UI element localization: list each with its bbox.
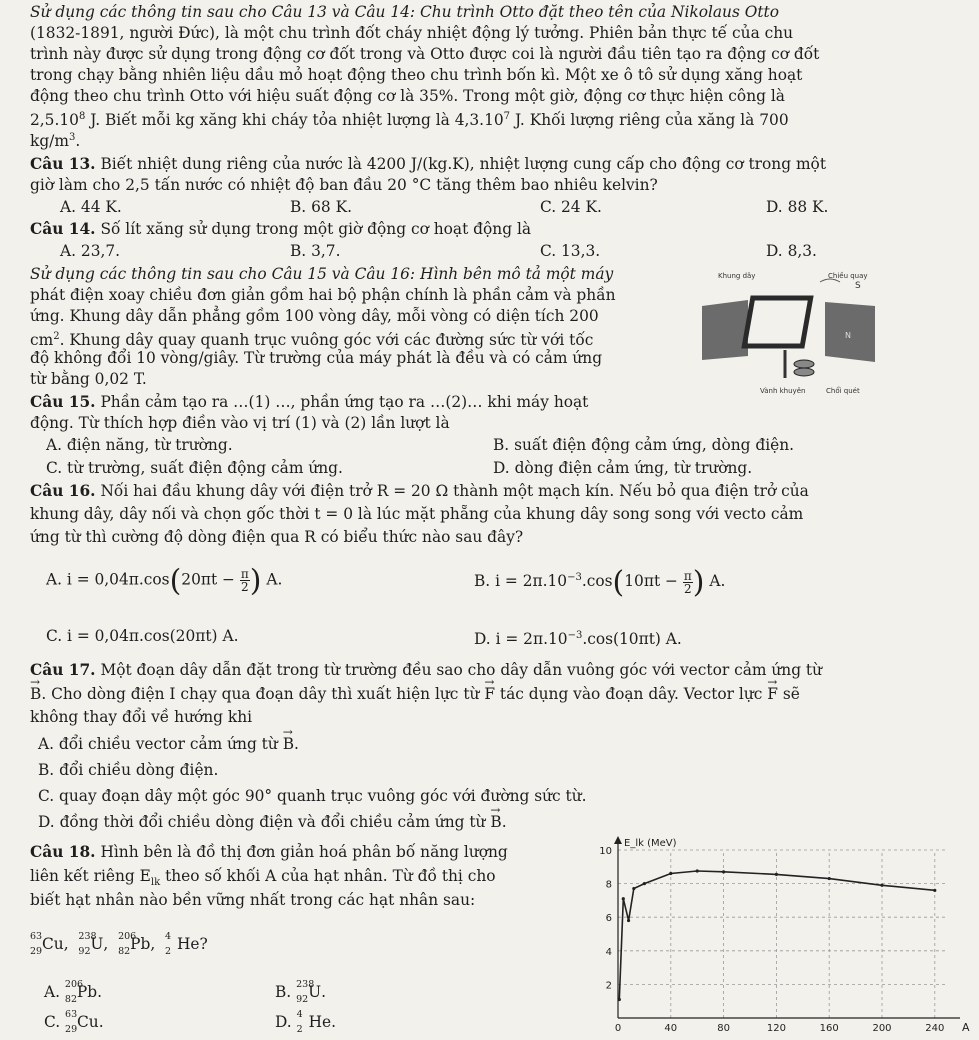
data-point <box>643 882 646 885</box>
question-18-line-3: biết hạt nhân nào bền vững nhất trong các hạt nhân sau: <box>30 891 476 909</box>
x-tick-label: 200 <box>872 1023 892 1034</box>
data-point <box>696 869 699 872</box>
q15-option-a[interactable]: A. điện năng, từ trường. <box>46 436 233 454</box>
intro2-line-1: Sử dụng các thông tin sau cho Câu 15 và Câu 16: Hình bên mô tả một máy <box>30 265 614 283</box>
x-tick-label: 160 <box>819 1023 839 1034</box>
question-18-line-2: liên kết riêng $E_{lk}$ theo số khối A của hạt nhân. Từ đồ thị cho <box>30 867 496 889</box>
question-14: Câu 14. Số lít xăng sử dụng trong một giờ động cơ hoạt động là <box>30 220 532 238</box>
data-point <box>880 884 883 887</box>
nucleus-pb: 206 82 Pb <box>118 931 151 957</box>
q18-option-a[interactable]: A. 206 82 Pb. <box>44 979 103 1005</box>
nuclei-list: 63 29 Cu, 238 92 U, 206 82 Pb, 4 2 He? <box>30 931 208 957</box>
intro-line-6: 2,5.10$^8$ J. Biết mỗi kg xăng khi cháy tỏa nhiệt lượng là 4,3.10$^7$ J. Khối lượng riêng của xăng là 700 <box>30 111 789 130</box>
slip-ring-top <box>794 360 814 368</box>
q16-option-a[interactable]: A. i = 0,04π.cos(20πt − $\frac{\pi}{2}$ ) A. <box>46 563 283 599</box>
intro-line-3: trình này được sử dụng trong động cơ đốt trong và Otto được coi là người đầu tiên tạo ra động cơ đốt <box>30 45 820 63</box>
x-tick-label: 80 <box>717 1023 730 1034</box>
question-15: Câu 15. Phần cảm tạo ra …(1) …, phần ứng tạo ra …(2)… khi máy hoạt <box>30 393 589 411</box>
y-tick-label: 10 <box>599 846 612 857</box>
binding-energy-curve <box>619 871 935 1000</box>
intro-line-2: (1832-1891, người Đức), là một chu trình đốt cháy nhiệt động lý tưởng. Phiên bản thực tế của chu <box>30 24 794 42</box>
frame-label: Khung dây <box>718 272 756 280</box>
question-13: Câu 13. Biết nhiệt dung riêng của nước là 4200 J/(kg.K), nhiệt lượng cung cấp cho động cơ trong một <box>30 155 827 173</box>
data-point <box>632 887 635 890</box>
x-tick-label: 240 <box>925 1023 945 1034</box>
generator-figure <box>700 268 890 398</box>
q14-option-d[interactable]: D. 8,3. <box>766 242 817 260</box>
q13-option-c[interactable]: C. 24 K. <box>540 198 602 216</box>
nucleus-cu: 63 29 Cu <box>30 931 64 957</box>
pole-s-label: S <box>855 281 861 291</box>
q18-option-d[interactable]: D. 4 2 He. <box>275 1009 337 1035</box>
binding-energy-chart <box>588 836 970 1034</box>
intro2-line-6: từ bằng 0,02 T. <box>30 370 147 388</box>
intro2-line-2: phát điện xoay chiều đơn giản gồm hai bộ phận chính là phần cảm và phần <box>30 286 616 304</box>
q16-option-b[interactable]: B. $i = 2\pi.10^{-3}.\cos(10\pi t$ − $\frac{\pi}{2}$ ) A. <box>474 565 726 601</box>
question-17-line-2: → B. Cho dòng điện I chạy qua đoạn dây thì xuất hiện lực từ → F tác dụng vào đoạn dây. Vector lực → F sẽ <box>30 684 800 704</box>
intro-line-4: trong chạy bằng nhiên liệu dầu mỏ hoạt động theo chu trình bốn kì. Một xe ô tô sử dụng xăng hoạt <box>30 66 803 84</box>
x-tick-label: 0 <box>614 1023 622 1034</box>
q14-option-b[interactable]: B. 3,7. <box>290 242 341 260</box>
q13-option-a[interactable]: A. 44 K. <box>60 198 122 216</box>
intro2-line-3: ứng. Khung dây dẫn phẳng gồm 100 vòng dây, mỗi vòng có diện tích 200 <box>30 307 599 325</box>
q15-option-d[interactable]: D. dòng điện cảm ứng, từ trường. <box>493 459 753 477</box>
question-18: Câu 18. Hình bên là đồ thị đơn giản hoá phân bố năng lượng <box>30 843 508 861</box>
question-15-line-2: động. Từ thích hợp điền vào vị trí (1) và (2) lần lượt là <box>30 414 450 432</box>
question-13-line-2: giờ làm cho 2,5 tấn nước có nhiệt độ ban đầu 20 °C tăng thêm bao nhiêu kelvin? <box>30 176 658 194</box>
y-axis-label: E_lk (MeV) <box>624 838 677 849</box>
intro2-line-5: độ không đổi 10 vòng/giây. Từ trường của máy phát là đều và có cảm ứng <box>30 349 603 367</box>
y-axis-arrow-icon <box>614 836 622 844</box>
data-point <box>775 873 778 876</box>
q13-option-d[interactable]: D. 88 K. <box>766 198 829 216</box>
intro2-line-4: $cm^2$. Khung dây quay quanh trục vuông góc với các đường sức từ với tốc <box>30 331 594 350</box>
x-tick-label: 40 <box>664 1023 678 1034</box>
q16-option-c[interactable]: C. i = 0,04π.cos(20πt) A. <box>46 627 239 645</box>
intro-line-1: Sử dụng các thông tin sau cho Câu 13 và Câu 14: Chu trình Otto đặt theo tên của Nikolaus Otto <box>30 3 780 21</box>
data-point <box>627 919 630 922</box>
q14-option-a[interactable]: A. 23,7. <box>60 242 121 260</box>
y-tick-label: 4 <box>605 946 612 958</box>
nucleus-he: 4 2 He <box>165 931 200 957</box>
data-point <box>618 998 621 1001</box>
slip-ring-bottom <box>794 368 814 376</box>
y-tick-label: 2 <box>605 980 612 992</box>
q16-option-d[interactable]: D. $i = 2\pi.10^{-3}.\cos(10\pi t)$ A. <box>474 630 682 649</box>
coil-frame <box>744 298 810 346</box>
y-tick-label: 8 <box>605 879 612 891</box>
question-17-line-3: không thay đổi về hướng khi <box>30 708 253 726</box>
q15-option-c[interactable]: C. từ trường, suất điện động cảm ứng. <box>46 459 343 477</box>
q17-option-b[interactable]: B. đổi chiều dòng điện. <box>38 761 219 779</box>
nucleus-u: 238 92 U <box>78 931 104 957</box>
rotation-label: Chiều quay <box>828 272 868 280</box>
intro-line-7: $kg/m^3$. <box>30 132 81 151</box>
brush-label: Chổi quét <box>826 387 860 395</box>
data-point <box>622 897 625 900</box>
ring-label: Vành khuyên <box>760 387 806 395</box>
q17-option-d[interactable]: D. đồng thời đổi chiều dòng điện và đổi chiều cảm ứng từ → B. <box>38 812 507 832</box>
q13-option-b[interactable]: B. 68 K. <box>290 198 352 216</box>
y-tick-label: 6 <box>605 913 612 925</box>
q18-option-b[interactable]: B. 238 92 U. <box>275 979 326 1005</box>
pole-n-label: N <box>845 331 851 340</box>
data-point <box>933 889 936 892</box>
data-point <box>828 877 831 880</box>
data-point <box>722 870 725 873</box>
question-16-line-2: khung dây, dây nối và chọn gốc thời t = 0 là lúc mặt phẵng của khung dây song song với vecto cảm <box>30 505 804 523</box>
question-17: Câu 17. Một đoạn dây dẫn đặt trong từ trường đều sao cho dây dẫn vuông góc với vector cảm ứng từ <box>30 661 823 679</box>
x-axis-label: A <box>962 1021 970 1034</box>
question-16: Câu 16. Nối hai đầu khung dây với điện trở R = 20 Ω thành một mạch kín. Nếu bỏ qua điện trở của <box>30 482 809 500</box>
q17-option-c[interactable]: C. quay đoạn dây một góc 90° quanh trục vuông góc với đường sức từ. <box>38 787 587 805</box>
intro-line-5: động theo chu trình Otto với hiệu suất động cơ là 35%. Trong một giờ, động cơ thực hiện công là <box>30 87 785 105</box>
data-point <box>669 872 672 875</box>
q18-option-c[interactable]: C. 63 29 Cu. <box>44 1009 104 1035</box>
q15-option-b[interactable]: B. suất điện động cảm ứng, dòng điện. <box>493 436 795 454</box>
magnet-pole-left <box>702 300 748 360</box>
question-16-line-3: ứng từ thì cường độ dòng điện qua R có biểu thức nào sau đây? <box>30 528 524 546</box>
q14-option-c[interactable]: C. 13,3. <box>540 242 601 260</box>
x-tick-label: 120 <box>766 1023 786 1034</box>
q17-option-a[interactable]: A. đổi chiều vector cảm ứng từ → B. <box>38 734 299 754</box>
